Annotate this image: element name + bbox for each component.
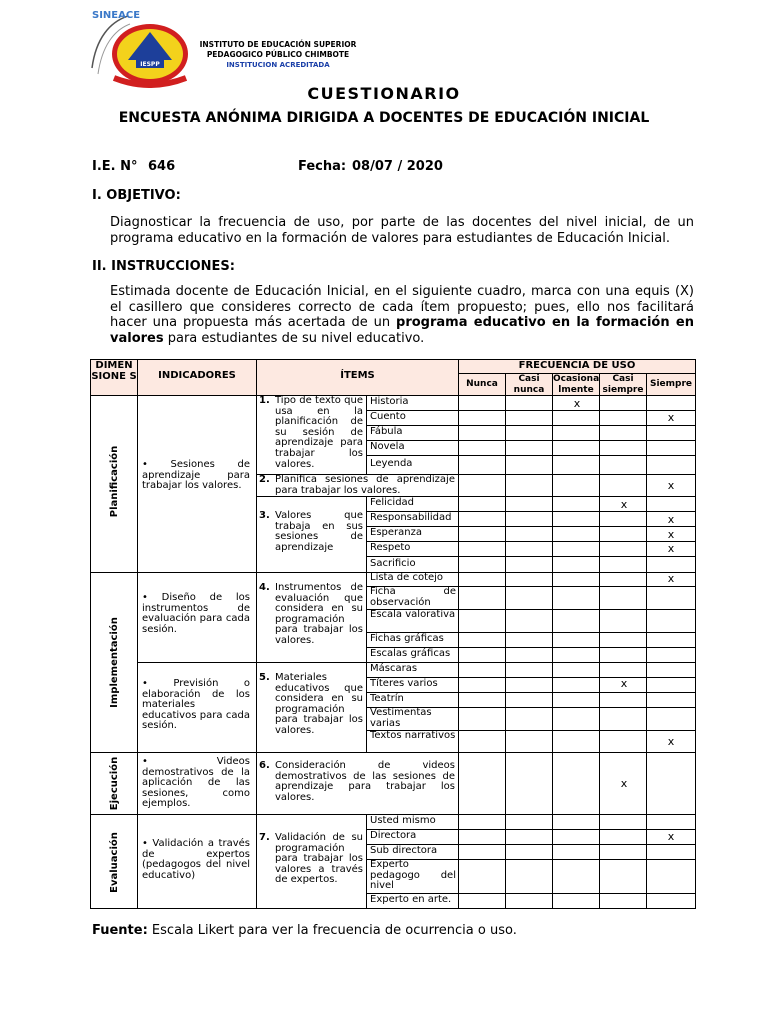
option-cell: Títeres varios (367, 678, 459, 693)
frequency-cell (600, 411, 647, 426)
frequency-cell (553, 708, 600, 731)
indicator-videos: • Videos demostrativos de la aplicación de las sesiones, como ejemplos. (138, 753, 257, 815)
frequency-cell (553, 815, 600, 830)
frequency-cell (600, 557, 647, 573)
mark-x: x (667, 479, 675, 492)
source-text: Escala Likert para ver la frecuencia de ocurrencia o uso. (147, 923, 517, 938)
frequency-cell (459, 753, 506, 815)
frequency-cell (459, 497, 506, 512)
scale-siempre: Siempre (647, 374, 696, 396)
option-cell: Lista de cotejo (367, 573, 459, 587)
scale-casi-siempre: Casi siempre (600, 374, 647, 396)
frequency-cell (506, 527, 553, 542)
frequency-cell (600, 693, 647, 708)
frequency-cell (459, 693, 506, 708)
institute-name (198, 40, 358, 70)
frequency-cell (600, 441, 647, 456)
option-cell: Ficha de observación (367, 587, 459, 610)
option-cell: Vestimentas varias (367, 708, 459, 731)
frequency-cell (600, 894, 647, 909)
date-label: Fecha: (298, 159, 347, 174)
frequency-cell (506, 678, 553, 693)
frequency-cell (600, 860, 647, 894)
frequency-cell (553, 441, 600, 456)
option-cell: Leyenda (367, 456, 459, 475)
frequency-cell (553, 610, 600, 633)
source-label: Fuente: (92, 923, 148, 938)
frequency-cell (506, 396, 553, 411)
section-instructions-text (110, 284, 694, 346)
frequency-cell (506, 426, 553, 441)
indicator-sesiones: • Sesiones de aprendizaje para trabajar los valores. (138, 396, 257, 573)
frequency-cell (553, 512, 600, 527)
ie-number: 646 (148, 159, 176, 174)
frequency-cell (459, 527, 506, 542)
frequency-cell (506, 512, 553, 527)
item-3: 3. Valores que trabaja en sus sesiones de aprendizaje (257, 497, 367, 573)
source-note (92, 923, 517, 939)
frequency-cell (506, 708, 553, 731)
frequency-cell (506, 693, 553, 708)
frequency-cell (506, 845, 553, 860)
frequency-cell (600, 396, 647, 411)
frequency-cell (459, 557, 506, 573)
option-cell: Experto en arte. (367, 894, 459, 909)
section-instructions-title: II. INSTRUCCIONES: (92, 259, 235, 274)
frequency-cell (506, 411, 553, 426)
frequency-cell (459, 845, 506, 860)
frequency-cell (459, 678, 506, 693)
option-cell: Respeto (367, 542, 459, 557)
frequency-cell (506, 587, 553, 610)
frequency-cell (647, 708, 696, 731)
frequency-cell (553, 456, 600, 475)
frequency-cell (600, 542, 647, 557)
frequency-cell (600, 527, 647, 542)
frequency-cell (459, 411, 506, 426)
frequency-cell (600, 426, 647, 441)
dimension-planificacion: Planificación (91, 396, 138, 573)
date-value: 08/07 / 2020 (352, 159, 443, 174)
mark-x: x (667, 411, 675, 424)
option-cell: Felicidad (367, 497, 459, 512)
indicator-diseno: • Diseño de los instrumentos de evaluación para cada sesión. (138, 573, 257, 663)
frequency-cell (647, 678, 696, 693)
mark-x: x (667, 735, 675, 748)
frequency-cell (600, 587, 647, 610)
frequency-cell (459, 512, 506, 527)
option-cell: Máscaras (367, 663, 459, 678)
ie-label: I.E. N° (92, 159, 138, 174)
option-cell: Escalas gráficas (367, 648, 459, 663)
page-subtitle: ENCUESTA ANÓNIMA DIRIGIDA A DOCENTES DE EDUCACIÓN INICIAL (118, 110, 650, 126)
frequency-cell (600, 648, 647, 663)
mark-x: x (667, 513, 675, 526)
dimension-evaluacion: Evaluación (91, 815, 138, 909)
frequency-cell (553, 648, 600, 663)
indicator-prevision: • Previsión o elaboración de los materiales educativos para cada sesión. (138, 663, 257, 753)
frequency-cell (647, 894, 696, 909)
scale-casi-nunca: Casi nunca (506, 374, 553, 396)
institute-line-2: PEDAGOGICO PÚBLICO CHIMBOTE (206, 50, 350, 59)
frequency-cell (506, 441, 553, 456)
option-cell: Sacrificio (367, 557, 459, 573)
frequency-cell (553, 894, 600, 909)
frequency-cell (647, 426, 696, 441)
item-5: 5. Materiales educativos que considera en su programación para trabajar los valores. (257, 663, 367, 753)
item-6: 6. Consideración de videos demostrativos de las sesiones de aprendizaje para trabajar los valores. (257, 753, 459, 815)
dimension-ejecucion: Ejecución (91, 753, 138, 815)
option-cell: Experto pedagogo del nivel (367, 860, 459, 894)
frequency-cell (647, 648, 696, 663)
frequency-cell (600, 512, 647, 527)
logo-text: SINEACE (92, 10, 141, 21)
frequency-cell (600, 731, 647, 753)
frequency-cell (553, 587, 600, 610)
frequency-cell (647, 753, 696, 815)
frequency-cell (459, 648, 506, 663)
svg-text:IESPP: IESPP (140, 61, 160, 68)
mark-x: x (620, 777, 628, 790)
frequency-cell (506, 610, 553, 633)
frequency-cell (647, 845, 696, 860)
frequency-cell (647, 557, 696, 573)
questionnaire-table (90, 359, 696, 909)
frequency-cell (553, 663, 600, 678)
frequency-cell (553, 497, 600, 512)
mark-x: x (620, 498, 628, 511)
scale-nunca: Nunca (459, 374, 506, 396)
mark-x: x (667, 528, 675, 541)
frequency-cell (506, 542, 553, 557)
header-items: ÍTEMS (257, 360, 459, 396)
instructions-text-bold: programa educativo en la formación en valores (110, 315, 694, 346)
option-cell: Directora (367, 830, 459, 845)
frequency-cell (506, 573, 553, 587)
option-cell: Responsabilidad (367, 512, 459, 527)
frequency-cell (506, 633, 553, 648)
frequency-cell (459, 610, 506, 633)
mark-x: x (667, 572, 675, 585)
frequency-cell (647, 587, 696, 610)
frequency-cell (647, 860, 696, 894)
scale-ocasionalmente: Ocasiona lmente (553, 374, 600, 395)
frequency-cell (600, 456, 647, 475)
frequency-cell (647, 633, 696, 648)
frequency-cell (647, 610, 696, 633)
frequency-cell (553, 633, 600, 648)
indicator-validacion: • Validación a través de expertos (pedagogos del nivel educativo) (138, 815, 257, 909)
section-objective-text: Diagnosticar la frecuencia de uso, por parte de las docentes del nivel inicial, de un programa educativo en la formación de valores para estudiantes de Educación Inicial. (110, 215, 694, 246)
option-cell: Textos narrativos (367, 731, 459, 753)
frequency-cell (553, 860, 600, 894)
frequency-cell (600, 573, 647, 587)
frequency-cell (506, 753, 553, 815)
frequency-cell (459, 894, 506, 909)
option-cell: Sub directora (367, 845, 459, 860)
frequency-cell (553, 693, 600, 708)
frequency-cell (600, 475, 647, 497)
frequency-cell (647, 497, 696, 512)
frequency-cell (600, 708, 647, 731)
frequency-cell (647, 693, 696, 708)
frequency-cell (600, 633, 647, 648)
page-title: CUESTIONARIO (307, 84, 461, 103)
dimension-implementacion: Implementación (91, 573, 138, 753)
header-indicadores: INDICADORES (138, 360, 257, 396)
mark-x: x (620, 677, 628, 690)
frequency-cell (553, 573, 600, 587)
frequency-cell (459, 475, 506, 497)
frequency-cell (506, 456, 553, 475)
item-7: 7. Validación de su programación para trabajar los valores a través de expertos. (257, 815, 367, 909)
frequency-cell (459, 542, 506, 557)
accreditation-label: INSTITUCION ACREDITADA (226, 61, 330, 69)
frequency-cell (506, 663, 553, 678)
frequency-cell (506, 731, 553, 753)
instructions-text-b: para estudiantes de su nivel educativo. (163, 330, 425, 346)
frequency-cell (647, 396, 696, 411)
frequency-cell (553, 542, 600, 557)
item-1: 1. Tipo de texto que usa en la planificación de su sesión de aprendizaje para trabajar los valores. (257, 396, 367, 475)
frequency-cell (553, 830, 600, 845)
option-cell: Historia (367, 396, 459, 411)
frequency-cell (600, 815, 647, 830)
frequency-cell (506, 815, 553, 830)
frequency-cell (647, 663, 696, 678)
option-cell: Novela (367, 441, 459, 456)
frequency-cell (459, 573, 506, 587)
header-frecuencia: FRECUENCIA DE USO (459, 360, 696, 374)
frequency-cell (600, 830, 647, 845)
option-cell: Cuento (367, 411, 459, 426)
option-cell: Esperanza (367, 527, 459, 542)
mark-x: x (667, 830, 675, 843)
frequency-cell (459, 815, 506, 830)
frequency-cell (553, 753, 600, 815)
frequency-cell (553, 731, 600, 753)
frequency-cell (600, 845, 647, 860)
option-cell: Escala valorativa (367, 610, 459, 633)
frequency-cell (459, 731, 506, 753)
frequency-cell (506, 497, 553, 512)
frequency-cell (553, 411, 600, 426)
frequency-cell (647, 815, 696, 830)
frequency-cell (459, 663, 506, 678)
frequency-cell (459, 396, 506, 411)
section-objective-title: I. OBJETIVO: (92, 188, 181, 203)
mark-x: x (573, 397, 581, 410)
frequency-cell (553, 527, 600, 542)
frequency-cell (459, 441, 506, 456)
frequency-cell (506, 894, 553, 909)
frequency-cell (647, 456, 696, 475)
header-dimensiones: DIMEN SIONE S (91, 360, 138, 396)
item-2: 2. Planifica sesiones de aprendizaje para trabajar los valores. (257, 475, 459, 497)
frequency-cell (553, 678, 600, 693)
frequency-cell (459, 426, 506, 441)
institute-line-1: INSTITUTO DE EDUCACIÓN SUPERIOR (199, 40, 357, 49)
frequency-cell (506, 475, 553, 497)
frequency-cell (459, 587, 506, 610)
frequency-cell (600, 610, 647, 633)
option-cell: Fichas gráficas (367, 633, 459, 648)
frequency-cell (553, 475, 600, 497)
option-cell: Fábula (367, 426, 459, 441)
frequency-cell (600, 663, 647, 678)
mark-x: x (667, 542, 675, 555)
frequency-cell (459, 456, 506, 475)
frequency-cell (459, 860, 506, 894)
frequency-cell (553, 426, 600, 441)
option-cell: Usted mismo (367, 815, 459, 830)
frequency-cell (506, 860, 553, 894)
frequency-cell (553, 845, 600, 860)
frequency-cell (506, 557, 553, 573)
frequency-cell (459, 830, 506, 845)
frequency-cell (647, 441, 696, 456)
frequency-cell (506, 830, 553, 845)
frequency-cell (459, 708, 506, 731)
option-cell: Teatrín (367, 693, 459, 708)
frequency-cell (553, 557, 600, 573)
instructions-text-a: Estimada docente de Educación Inicial, en el siguiente cuadro, marca con una equis (X) el casillero que consideres correcto de cada ítem propuesto; pues, ello nos facilitará hacer una propuesta más acertada de un (110, 284, 694, 330)
item-4: 4. Instrumentos de evaluación que considera en su programación para trabajar los valores. (257, 573, 367, 663)
frequency-cell (506, 648, 553, 663)
frequency-cell (459, 633, 506, 648)
